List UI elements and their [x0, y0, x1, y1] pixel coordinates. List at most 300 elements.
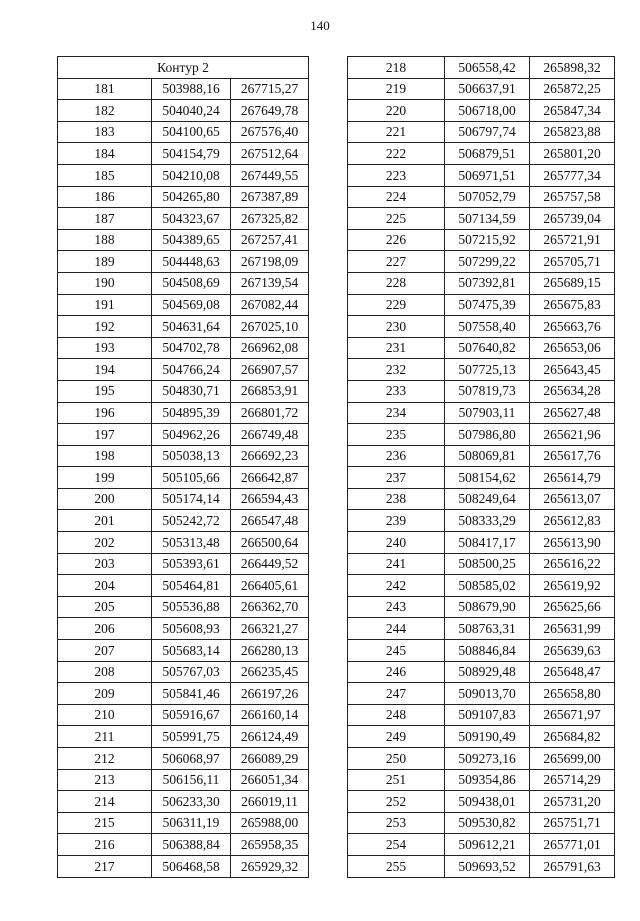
x-coordinate: 508585,02 [445, 575, 530, 597]
table-row [348, 855, 615, 877]
y-coordinate: 266051,34 [231, 769, 309, 791]
point-number: 196 [58, 402, 152, 424]
table-row [58, 359, 309, 381]
point-number: 205 [58, 596, 152, 618]
table-row [58, 316, 309, 338]
point-number: 204 [58, 575, 152, 597]
y-coordinate: 265613,07 [530, 488, 615, 510]
x-coordinate: 509013,70 [445, 683, 530, 705]
point-number: 220 [348, 100, 445, 122]
contour-header: Контур 2 [58, 57, 309, 79]
y-coordinate: 265699,00 [530, 748, 615, 770]
x-coordinate: 504569,08 [152, 294, 231, 316]
y-coordinate: 265627,48 [530, 402, 615, 424]
y-coordinate: 267257,41 [231, 229, 309, 251]
x-coordinate: 507986,80 [445, 424, 530, 446]
table-row [348, 510, 615, 532]
y-coordinate: 265847,34 [530, 100, 615, 122]
y-coordinate: 266160,14 [231, 704, 309, 726]
point-number: 182 [58, 100, 152, 122]
table-row [58, 402, 309, 424]
point-number: 228 [348, 272, 445, 294]
point-number: 254 [348, 834, 445, 856]
y-coordinate: 265658,80 [530, 683, 615, 705]
y-coordinate: 267387,89 [231, 186, 309, 208]
y-coordinate: 265616,22 [530, 553, 615, 575]
table-row [58, 726, 309, 748]
table-row [348, 769, 615, 791]
y-coordinate: 265801,20 [530, 143, 615, 165]
y-coordinate: 267649,78 [231, 100, 309, 122]
y-coordinate: 267025,10 [231, 316, 309, 338]
y-coordinate: 265621,96 [530, 424, 615, 446]
table-row [58, 510, 309, 532]
point-number: 198 [58, 445, 152, 467]
point-number: 190 [58, 272, 152, 294]
point-number: 185 [58, 164, 152, 186]
table-row [58, 78, 309, 100]
table-row [58, 229, 309, 251]
point-number: 191 [58, 294, 152, 316]
table-row [58, 272, 309, 294]
x-coordinate: 505038,13 [152, 445, 231, 467]
x-coordinate: 507640,82 [445, 337, 530, 359]
y-coordinate: 267082,44 [231, 294, 309, 316]
point-number: 255 [348, 855, 445, 877]
y-coordinate: 265612,83 [530, 510, 615, 532]
x-coordinate: 504508,69 [152, 272, 231, 294]
table-row [58, 100, 309, 122]
table-row [348, 812, 615, 834]
point-number: 188 [58, 229, 152, 251]
y-coordinate: 265751,71 [530, 812, 615, 834]
x-coordinate: 505536,88 [152, 596, 231, 618]
table-row [348, 661, 615, 683]
y-coordinate: 265771,01 [530, 834, 615, 856]
x-coordinate: 504100,65 [152, 121, 231, 143]
y-coordinate: 265653,06 [530, 337, 615, 359]
table-row [58, 855, 309, 877]
table-row [348, 596, 615, 618]
y-coordinate: 267325,82 [231, 208, 309, 230]
y-coordinate: 265671,97 [530, 704, 615, 726]
point-number: 242 [348, 575, 445, 597]
table-row [348, 640, 615, 662]
table-row [348, 748, 615, 770]
table-row [348, 294, 615, 316]
point-number: 225 [348, 208, 445, 230]
point-number: 210 [58, 704, 152, 726]
table-row [58, 812, 309, 834]
x-coordinate: 507215,92 [445, 229, 530, 251]
y-coordinate: 266801,72 [231, 402, 309, 424]
y-coordinate: 267512,64 [231, 143, 309, 165]
table-row [58, 748, 309, 770]
point-number: 200 [58, 488, 152, 510]
table-row [58, 532, 309, 554]
x-coordinate: 505841,46 [152, 683, 231, 705]
x-coordinate: 504702,78 [152, 337, 231, 359]
x-coordinate: 506558,42 [445, 57, 530, 79]
x-coordinate: 509693,52 [445, 855, 530, 877]
x-coordinate: 508333,29 [445, 510, 530, 532]
point-number: 232 [348, 359, 445, 381]
x-coordinate: 508500,25 [445, 553, 530, 575]
table-row [58, 640, 309, 662]
x-coordinate: 504210,08 [152, 164, 231, 186]
x-coordinate: 506971,51 [445, 164, 530, 186]
coordinates-table-left-body [58, 57, 309, 878]
table-row [348, 208, 615, 230]
table-row [348, 229, 615, 251]
point-number: 218 [348, 57, 445, 79]
point-number: 197 [58, 424, 152, 446]
x-coordinate: 507725,13 [445, 359, 530, 381]
table-row [58, 704, 309, 726]
y-coordinate: 266235,45 [231, 661, 309, 683]
table-row [58, 769, 309, 791]
point-number: 186 [58, 186, 152, 208]
y-coordinate: 266692,23 [231, 445, 309, 467]
point-number: 230 [348, 316, 445, 338]
x-coordinate: 504830,71 [152, 380, 231, 402]
y-coordinate: 265731,20 [530, 791, 615, 813]
point-number: 193 [58, 337, 152, 359]
point-number: 183 [58, 121, 152, 143]
y-coordinate: 265929,32 [231, 855, 309, 877]
point-number: 249 [348, 726, 445, 748]
point-number: 246 [348, 661, 445, 683]
x-coordinate: 508929,48 [445, 661, 530, 683]
table-row [348, 683, 615, 705]
x-coordinate: 505393,61 [152, 553, 231, 575]
table-row [58, 337, 309, 359]
point-number: 221 [348, 121, 445, 143]
table-row [348, 251, 615, 273]
table-row [58, 445, 309, 467]
x-coordinate: 506468,58 [152, 855, 231, 877]
x-coordinate: 505608,93 [152, 618, 231, 640]
x-coordinate: 506068,97 [152, 748, 231, 770]
table-row [58, 121, 309, 143]
point-number: 250 [348, 748, 445, 770]
point-number: 187 [58, 208, 152, 230]
x-coordinate: 508679,90 [445, 596, 530, 618]
y-coordinate: 265757,58 [530, 186, 615, 208]
coordinates-table-right-body [348, 57, 615, 878]
table-row [348, 143, 615, 165]
y-coordinate: 267139,54 [231, 272, 309, 294]
table-row [58, 164, 309, 186]
table-row [58, 467, 309, 489]
x-coordinate: 508846,84 [445, 640, 530, 662]
y-coordinate: 265705,71 [530, 251, 615, 273]
table-row [58, 380, 309, 402]
y-coordinate: 265872,25 [530, 78, 615, 100]
y-coordinate: 266547,48 [231, 510, 309, 532]
table-row [348, 553, 615, 575]
table-row [348, 57, 615, 79]
x-coordinate: 504389,65 [152, 229, 231, 251]
y-coordinate: 266280,13 [231, 640, 309, 662]
table-row [348, 272, 615, 294]
coordinates-table-right [347, 56, 615, 878]
x-coordinate: 507392,81 [445, 272, 530, 294]
point-number: 203 [58, 553, 152, 575]
x-coordinate: 506879,51 [445, 143, 530, 165]
y-coordinate: 265898,32 [530, 57, 615, 79]
y-coordinate: 265958,35 [231, 834, 309, 856]
y-coordinate: 265777,34 [530, 164, 615, 186]
y-coordinate: 267715,27 [231, 78, 309, 100]
x-coordinate: 506388,84 [152, 834, 231, 856]
x-coordinate: 505242,72 [152, 510, 231, 532]
x-coordinate: 504766,24 [152, 359, 231, 381]
x-coordinate: 507052,79 [445, 186, 530, 208]
table-row [58, 488, 309, 510]
table-row [58, 208, 309, 230]
table-row [58, 661, 309, 683]
point-number: 206 [58, 618, 152, 640]
point-number: 239 [348, 510, 445, 532]
point-number: 214 [58, 791, 152, 813]
x-coordinate: 504040,24 [152, 100, 231, 122]
y-coordinate: 266405,61 [231, 575, 309, 597]
point-number: 240 [348, 532, 445, 554]
y-coordinate: 266019,11 [231, 791, 309, 813]
table-row [348, 467, 615, 489]
table-row [348, 445, 615, 467]
point-number: 252 [348, 791, 445, 813]
table-row [348, 575, 615, 597]
y-coordinate: 266594,43 [231, 488, 309, 510]
table-row [348, 618, 615, 640]
table-row [348, 380, 615, 402]
x-coordinate: 503988,16 [152, 78, 231, 100]
y-coordinate: 265639,63 [530, 640, 615, 662]
page-number: 140 [310, 18, 330, 33]
y-coordinate: 265663,76 [530, 316, 615, 338]
x-coordinate: 505105,66 [152, 467, 231, 489]
table-row [58, 834, 309, 856]
table-row [348, 359, 615, 381]
point-number: 201 [58, 510, 152, 532]
coordinates-table-left [57, 56, 309, 878]
point-number: 209 [58, 683, 152, 705]
x-coordinate: 507903,11 [445, 402, 530, 424]
table-row [58, 424, 309, 446]
table-row [58, 618, 309, 640]
x-coordinate: 505464,81 [152, 575, 231, 597]
table-row [348, 791, 615, 813]
y-coordinate: 267198,09 [231, 251, 309, 273]
table-row [58, 596, 309, 618]
x-coordinate: 505991,75 [152, 726, 231, 748]
y-coordinate: 265643,45 [530, 359, 615, 381]
y-coordinate: 265721,91 [530, 229, 615, 251]
x-coordinate: 509190,49 [445, 726, 530, 748]
table-row [348, 402, 615, 424]
y-coordinate: 266124,49 [231, 726, 309, 748]
x-coordinate: 504962,26 [152, 424, 231, 446]
x-coordinate: 509438,01 [445, 791, 530, 813]
x-coordinate: 505916,67 [152, 704, 231, 726]
y-coordinate: 265675,83 [530, 294, 615, 316]
x-coordinate: 508417,17 [445, 532, 530, 554]
point-number: 234 [348, 402, 445, 424]
x-coordinate: 504265,80 [152, 186, 231, 208]
y-coordinate: 266500,64 [231, 532, 309, 554]
y-coordinate: 266449,52 [231, 553, 309, 575]
table-row [348, 704, 615, 726]
y-coordinate: 265823,88 [530, 121, 615, 143]
table-row [348, 726, 615, 748]
x-coordinate: 509612,21 [445, 834, 530, 856]
table-row [348, 424, 615, 446]
x-coordinate: 507819,73 [445, 380, 530, 402]
y-coordinate: 266321,27 [231, 618, 309, 640]
point-number: 236 [348, 445, 445, 467]
x-coordinate: 506233,30 [152, 791, 231, 813]
x-coordinate: 506637,91 [445, 78, 530, 100]
x-coordinate: 507134,59 [445, 208, 530, 230]
x-coordinate: 508069,81 [445, 445, 530, 467]
y-coordinate: 265619,92 [530, 575, 615, 597]
x-coordinate: 508154,62 [445, 467, 530, 489]
x-coordinate: 505313,48 [152, 532, 231, 554]
x-coordinate: 508763,31 [445, 618, 530, 640]
y-coordinate: 265791,63 [530, 855, 615, 877]
x-coordinate: 506718,00 [445, 100, 530, 122]
y-coordinate: 267576,40 [231, 121, 309, 143]
x-coordinate: 506156,11 [152, 769, 231, 791]
y-coordinate: 266362,70 [231, 596, 309, 618]
point-number: 189 [58, 251, 152, 273]
table-row [58, 791, 309, 813]
table-row [58, 683, 309, 705]
point-number: 219 [348, 78, 445, 100]
point-number: 248 [348, 704, 445, 726]
y-coordinate: 266089,29 [231, 748, 309, 770]
point-number: 211 [58, 726, 152, 748]
table-row [58, 294, 309, 316]
y-coordinate: 265684,82 [530, 726, 615, 748]
point-number: 229 [348, 294, 445, 316]
x-coordinate: 505767,03 [152, 661, 231, 683]
point-number: 216 [58, 834, 152, 856]
point-number: 226 [348, 229, 445, 251]
x-coordinate: 509273,16 [445, 748, 530, 770]
x-coordinate: 506311,19 [152, 812, 231, 834]
y-coordinate: 265613,90 [530, 532, 615, 554]
table-row [348, 121, 615, 143]
table-row [58, 575, 309, 597]
y-coordinate: 266962,08 [231, 337, 309, 359]
table-row [348, 337, 615, 359]
point-number: 223 [348, 164, 445, 186]
table-row [348, 488, 615, 510]
y-coordinate: 266197,26 [231, 683, 309, 705]
y-coordinate: 265739,04 [530, 208, 615, 230]
point-number: 208 [58, 661, 152, 683]
table-row [348, 532, 615, 554]
point-number: 194 [58, 359, 152, 381]
y-coordinate: 266642,87 [231, 467, 309, 489]
table-row [348, 100, 615, 122]
y-coordinate: 265689,15 [530, 272, 615, 294]
y-coordinate: 265631,99 [530, 618, 615, 640]
y-coordinate: 265714,29 [530, 769, 615, 791]
point-number: 224 [348, 186, 445, 208]
x-coordinate: 504895,39 [152, 402, 231, 424]
x-coordinate: 505174,14 [152, 488, 231, 510]
point-number: 195 [58, 380, 152, 402]
point-number: 237 [348, 467, 445, 489]
point-number: 213 [58, 769, 152, 791]
table-row [58, 251, 309, 273]
table-row [58, 186, 309, 208]
x-coordinate: 504448,63 [152, 251, 231, 273]
table-row [348, 834, 615, 856]
point-number: 241 [348, 553, 445, 575]
point-number: 227 [348, 251, 445, 273]
x-coordinate: 506797,74 [445, 121, 530, 143]
point-number: 199 [58, 467, 152, 489]
x-coordinate: 509530,82 [445, 812, 530, 834]
x-coordinate: 504154,79 [152, 143, 231, 165]
x-coordinate: 509107,83 [445, 704, 530, 726]
x-coordinate: 509354,86 [445, 769, 530, 791]
point-number: 217 [58, 855, 152, 877]
x-coordinate: 507299,22 [445, 251, 530, 273]
x-coordinate: 504631,64 [152, 316, 231, 338]
table-row [348, 316, 615, 338]
x-coordinate: 505683,14 [152, 640, 231, 662]
point-number: 207 [58, 640, 152, 662]
x-coordinate: 508249,64 [445, 488, 530, 510]
y-coordinate: 266749,48 [231, 424, 309, 446]
point-number: 215 [58, 812, 152, 834]
point-number: 253 [348, 812, 445, 834]
point-number: 181 [58, 78, 152, 100]
point-number: 184 [58, 143, 152, 165]
point-number: 247 [348, 683, 445, 705]
table-row [348, 164, 615, 186]
point-number: 231 [348, 337, 445, 359]
y-coordinate: 267449,55 [231, 164, 309, 186]
x-coordinate: 504323,67 [152, 208, 231, 230]
y-coordinate: 265988,00 [231, 812, 309, 834]
y-coordinate: 266853,91 [231, 380, 309, 402]
y-coordinate: 265617,76 [530, 445, 615, 467]
point-number: 245 [348, 640, 445, 662]
table-row [58, 143, 309, 165]
table-row [348, 78, 615, 100]
table-row [58, 553, 309, 575]
y-coordinate: 266907,57 [231, 359, 309, 381]
point-number: 222 [348, 143, 445, 165]
table-row [348, 186, 615, 208]
point-number: 233 [348, 380, 445, 402]
point-number: 243 [348, 596, 445, 618]
y-coordinate: 265625,66 [530, 596, 615, 618]
point-number: 244 [348, 618, 445, 640]
x-coordinate: 507475,39 [445, 294, 530, 316]
y-coordinate: 265648,47 [530, 661, 615, 683]
point-number: 192 [58, 316, 152, 338]
point-number: 251 [348, 769, 445, 791]
point-number: 212 [58, 748, 152, 770]
